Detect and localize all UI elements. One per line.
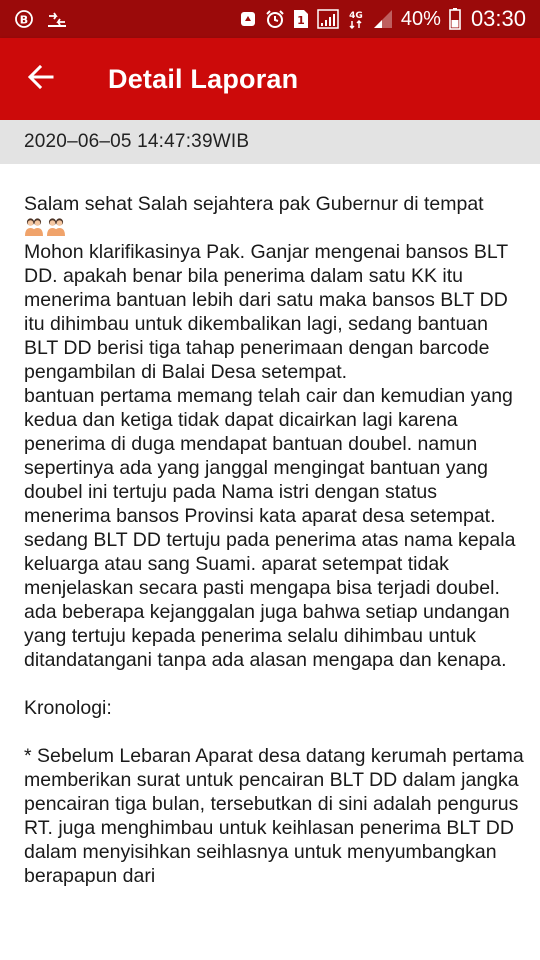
section-label: Kronologi: bbox=[24, 697, 112, 719]
page-title: Detail Laporan bbox=[108, 63, 299, 94]
status-bar bbox=[0, 0, 540, 38]
battery-percent: 40% bbox=[400, 7, 441, 30]
pray-emoji-icon bbox=[24, 217, 44, 237]
svg-text:1: 1 bbox=[297, 14, 305, 27]
report-date-bar bbox=[0, 120, 540, 164]
battery-icon bbox=[449, 8, 461, 30]
svg-text:4G: 4G bbox=[349, 11, 363, 21]
sim-1-icon bbox=[293, 9, 309, 29]
signal-swap-icon bbox=[46, 9, 68, 29]
svg-text:B: B bbox=[19, 13, 29, 27]
clock: 03:30 bbox=[470, 6, 526, 31]
back-button[interactable] bbox=[0, 38, 82, 120]
spacer bbox=[24, 720, 524, 744]
signal-weak-icon bbox=[373, 9, 393, 29]
report-paragraph: bantuan pertama memang telah cair dan kemudian yang kedua dan ketiga tidak dapat dicairkan lagi karena penerima di duga mendapat bantuan doubel. namun sepertinya ada yang janggal mengingat bantuan yang doubel ini tertuju pada Nama istri dengan status menerima bansos Provinsi kata aparat desa setempat. sedang BLT DD tertuju pada penerima atas nama kepala keluarga atau sang Suami. aparat setempat tidak menjelaskan secara pasti mengapa bisa terjadi doubel. ada beberapa kejanggalan juga bahwa setiap undangan yang tertuju kepada penerima selalu dihimbau untuk ditandatangani tanpa ada alasan mengapa dan kenapa. bbox=[24, 385, 516, 671]
report-content bbox=[24, 192, 524, 888]
recycle-icon bbox=[239, 10, 257, 28]
spacer bbox=[24, 672, 524, 696]
network-4g-icon bbox=[347, 8, 365, 30]
app-bar bbox=[0, 38, 540, 120]
report-paragraph: Mohon klarifikasinya Pak. Ganjar mengenai bansos BLT DD. apakah benar bila penerima dalam satu KK itu menerima bantuan lebih dari satu maka bansos BLT DD itu dihimbau untuk dikembalikan lagi, sedang bantuan BLT DD berisi tiga tahap penerimaan dengan barcode pengambilan di Balai Desa setempat. bbox=[24, 241, 508, 383]
greeting-emoji-row bbox=[24, 216, 524, 240]
alarm-icon bbox=[265, 9, 285, 29]
report-bullet: * Sebelum Lebaran Aparat desa datang kerumah pertama memberikan surat untuk pencairan BLT DD dalam jangka pencairan tiga bulan, tersebutkan di sini adalah pengurus RT. juga menghimbau untuk keihlasan penerima BLT DD dalam menyisihkan seihlasnya untuk menyumbangkan berapapun dari bbox=[24, 745, 524, 887]
b-circle-icon bbox=[14, 9, 34, 29]
report-datetime: 2020–06–05 14:47:39WIB bbox=[24, 131, 250, 152]
pray-emoji-icon bbox=[46, 217, 66, 237]
signal-icon bbox=[317, 9, 339, 29]
arrow-left-icon bbox=[28, 64, 54, 95]
report-greeting: Salam sehat Salah sejahtera pak Gubernur di tempat bbox=[24, 193, 484, 215]
